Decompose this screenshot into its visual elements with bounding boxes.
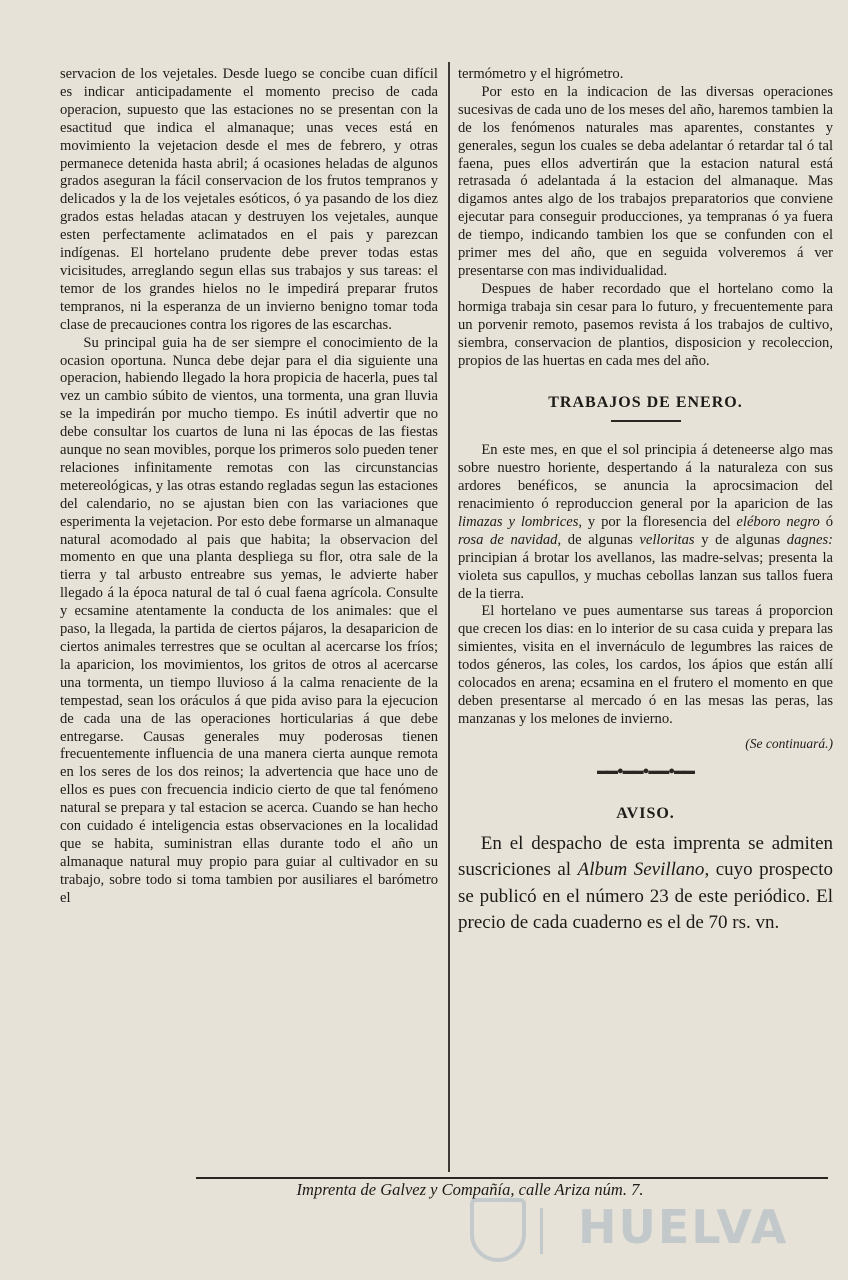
- january-italic-rosa: rosa de navidad: [458, 531, 558, 548]
- right-paragraph-2: Por esto en la indicacion de las diversas operaciones sucesivas de cada uno de los meses del año, haremos tambien la de los fenómenos naturales mas aparentes, constantes y generales, segun los cuales se deba adelantar ó retardar tal ó tal faena, pues ellos advertirán que la estacion natural está retrasada ó adelantada á la estacion del almanaque. Mas digamos antes algo de los trabajos preparatorios que conviene ejecutar para conseguir producciones, ya tempranas ó ya fuera de tiempo, indicando tambien los que se confunden con el primer mes del año, que en seguida volveremos á ver presentarse con mas individualidad.: [458, 83, 833, 279]
- january-text-d: , de algunas: [557, 531, 640, 548]
- notice-text-b: , cuyo prospecto se publicó en el número 23 de este periódico. El precio de cada cuaderno es el de 70 rs. vn.: [458, 859, 834, 934]
- january-text-e: y de algunas: [694, 531, 787, 548]
- notice-text-a: En el despacho de esta imprenta se admiten suscriciones al: [458, 832, 833, 881]
- footer-rule: [196, 1177, 828, 1179]
- right-column: [458, 66, 833, 937]
- library-watermark: [470, 1198, 790, 1268]
- continuation-note: (Se continuará.): [745, 735, 833, 751]
- watermark-text: HUELVA: [578, 1200, 789, 1254]
- notice-italic-album: Album Sevillano: [577, 859, 705, 881]
- left-paragraph-1: servacion de los vejetales. Desde luego se concibe cuan difícil es indicar anticipadamente el momento preciso de cada operacion, supuesto que las estaciones no se presentan con la esactitud que indica el almanaque; unas veces está en movimiento la vejetacion desde el mes de febrero, y otras permanece detenida hasta abril; á ocasiones heladas de algunos grados aseguran la fácil conservacion de los frutos tempranos y delicados y la de los vejetales esóticos, ó ya pasando de los diez grados estas heladas atacan y destruyen los vejetales, aunque esten perfectamente aclimatados en el pais y parezcan indígenas. El hortelano prudente debe prever todas estas vicisitudes, arreglando segun ellas sus trabajos y sus tareas: el temor de los grandes hielos no le impedirá preparar frutos tempranos, ni la esperanza de un invierno benigno tomar toda clase de precauciones contra los rigores de las escarchas.: [60, 66, 438, 333]
- january-text-c: ó: [819, 513, 833, 530]
- january-italic-velloritas: velloritas: [639, 531, 695, 548]
- shield-icon: [470, 1198, 526, 1262]
- imprint-line: Imprenta de Galvez y Compañía, calle Ariza núm. 7.: [296, 1180, 644, 1199]
- january-italic-limazas: limazas y lombrices: [458, 513, 579, 530]
- notice-title: AVISO.: [616, 804, 675, 822]
- right-paragraph-3: Despues de haber recordado que el hortelano como la hormiga trabaja sin cesar para lo futuro, y frecuentemente para un porvenir remoto, pasemos revista á los trabajos de cultivo, siembra, conservacion de plantios, disposicion y recoleccion, propios de las huertas en cada mes del año.: [458, 280, 833, 369]
- watermark-bar: [540, 1208, 573, 1254]
- notice-body: [458, 831, 833, 937]
- january-italic-eleboro: eléboro negro: [736, 513, 820, 530]
- january-italic-dagnes: dagnes:: [786, 531, 833, 548]
- column-divider: [448, 62, 450, 1172]
- january-paragraph-2: El hortelano ve pues aumentarse sus tareas á proporcion que crecen los dias: en lo interior de su casa cuida y prepara las simientes, visita en el invernáculo de legumbres las raices de todos géneros, las coles, los cardos, los ápios que están allí colocados en arena; ecsamina en el frutero el momento en que deben presentarse al mercado ó en las mesas las peras, las manzanas y los melones de invierno.: [458, 603, 833, 727]
- section-title: TRABAJOS DE ENERO.: [548, 394, 743, 412]
- ornament-divider: ▬▬●▬▬●▬▬●▬▬: [597, 764, 694, 777]
- january-text-f: principian á brotar los avellanos, las madre-selvas; presenta la violeta sus capullos, y muchas cebollas lanzan sus tallos fuera de la tierra.: [458, 549, 833, 602]
- left-paragraph-2: Su principal guia ha de ser siempre el conocimiento de la ocasion oportuna. Nunca debe dejar para el dia siguiente una operacion, habiendo llegado la hora propicia de hacerla, pues tal vez un cambio súbito de vientos, una tormenta, una gran lluvia se la impedirán por mucho tiempo. Es inútil advertir que no debe consultar los cuartos de luna ni las épocas de las fiestas aunque no sean movibles, porque los primeros solo pueden tener relaciones infinitamente remotas con las circunstancias metereológicas, y las otras estando regladas segun las estaciones del calendario, no se ajustan bien con las variaciones que esperimenta la vejetacion. Por esto debe formarse un almanaque natural acomodado al pais que habita; la observacion del momento en que una planta despliega su flor, otra sale de la tierra y tal arbusto entreabre sus yemas, le advierte haber llegado á la época natural de tal ó cual faena agrícola. Consulte y ecsamine atentamente la conducta de los animales: que el paso, la llegada, la partida de ciertos pájaros, la desaparicion de ciertos animales terrestres que se ocultan al acercarse los fríos; la aparicion, los movimientos, los gritos de otros al acercarse una tormenta, un tiempo lluvioso á la calma renaciente de la tempestad, sean los oráculos á que pida aviso para la ejecucion de cada una de las operaciones horticularias á que debe entregarse. Causas generales muy poderosas tienen frecuentemente influencia de una manera cierta aunque remota en los seres de los dos reinos; la advertencia que hace uno de ellos es pues con frecuencia indicio cierto de que tal fenómeno natural se prepara y tal estacion se acerca. Cuando se han hecho con cuidado é inteligencia estas observaciones en la localidad que se habita, suministran ellas durante todo el año un almanaque natural muy propio para guiar al cultivador en su trabajo, sobre todo si toma tambien por ausiliares el barómetro el: [60, 334, 438, 906]
- january-text-a: En este mes, en que el sol principia á deteneerse algo mas sobre nuestro horiente, despertando á la naturaleza con sus ardores benéficos, se anuncia la aprocsimacion del renacimiento ó reproduccion general por la aparicion de las: [458, 442, 833, 513]
- january-paragraph-1: [458, 442, 833, 603]
- right-paragraph-1: termómetro y el higrómetro.: [458, 66, 624, 82]
- left-column: [60, 66, 438, 908]
- january-text-b: , y por la floresencia del: [578, 513, 737, 530]
- title-rule: [611, 420, 681, 422]
